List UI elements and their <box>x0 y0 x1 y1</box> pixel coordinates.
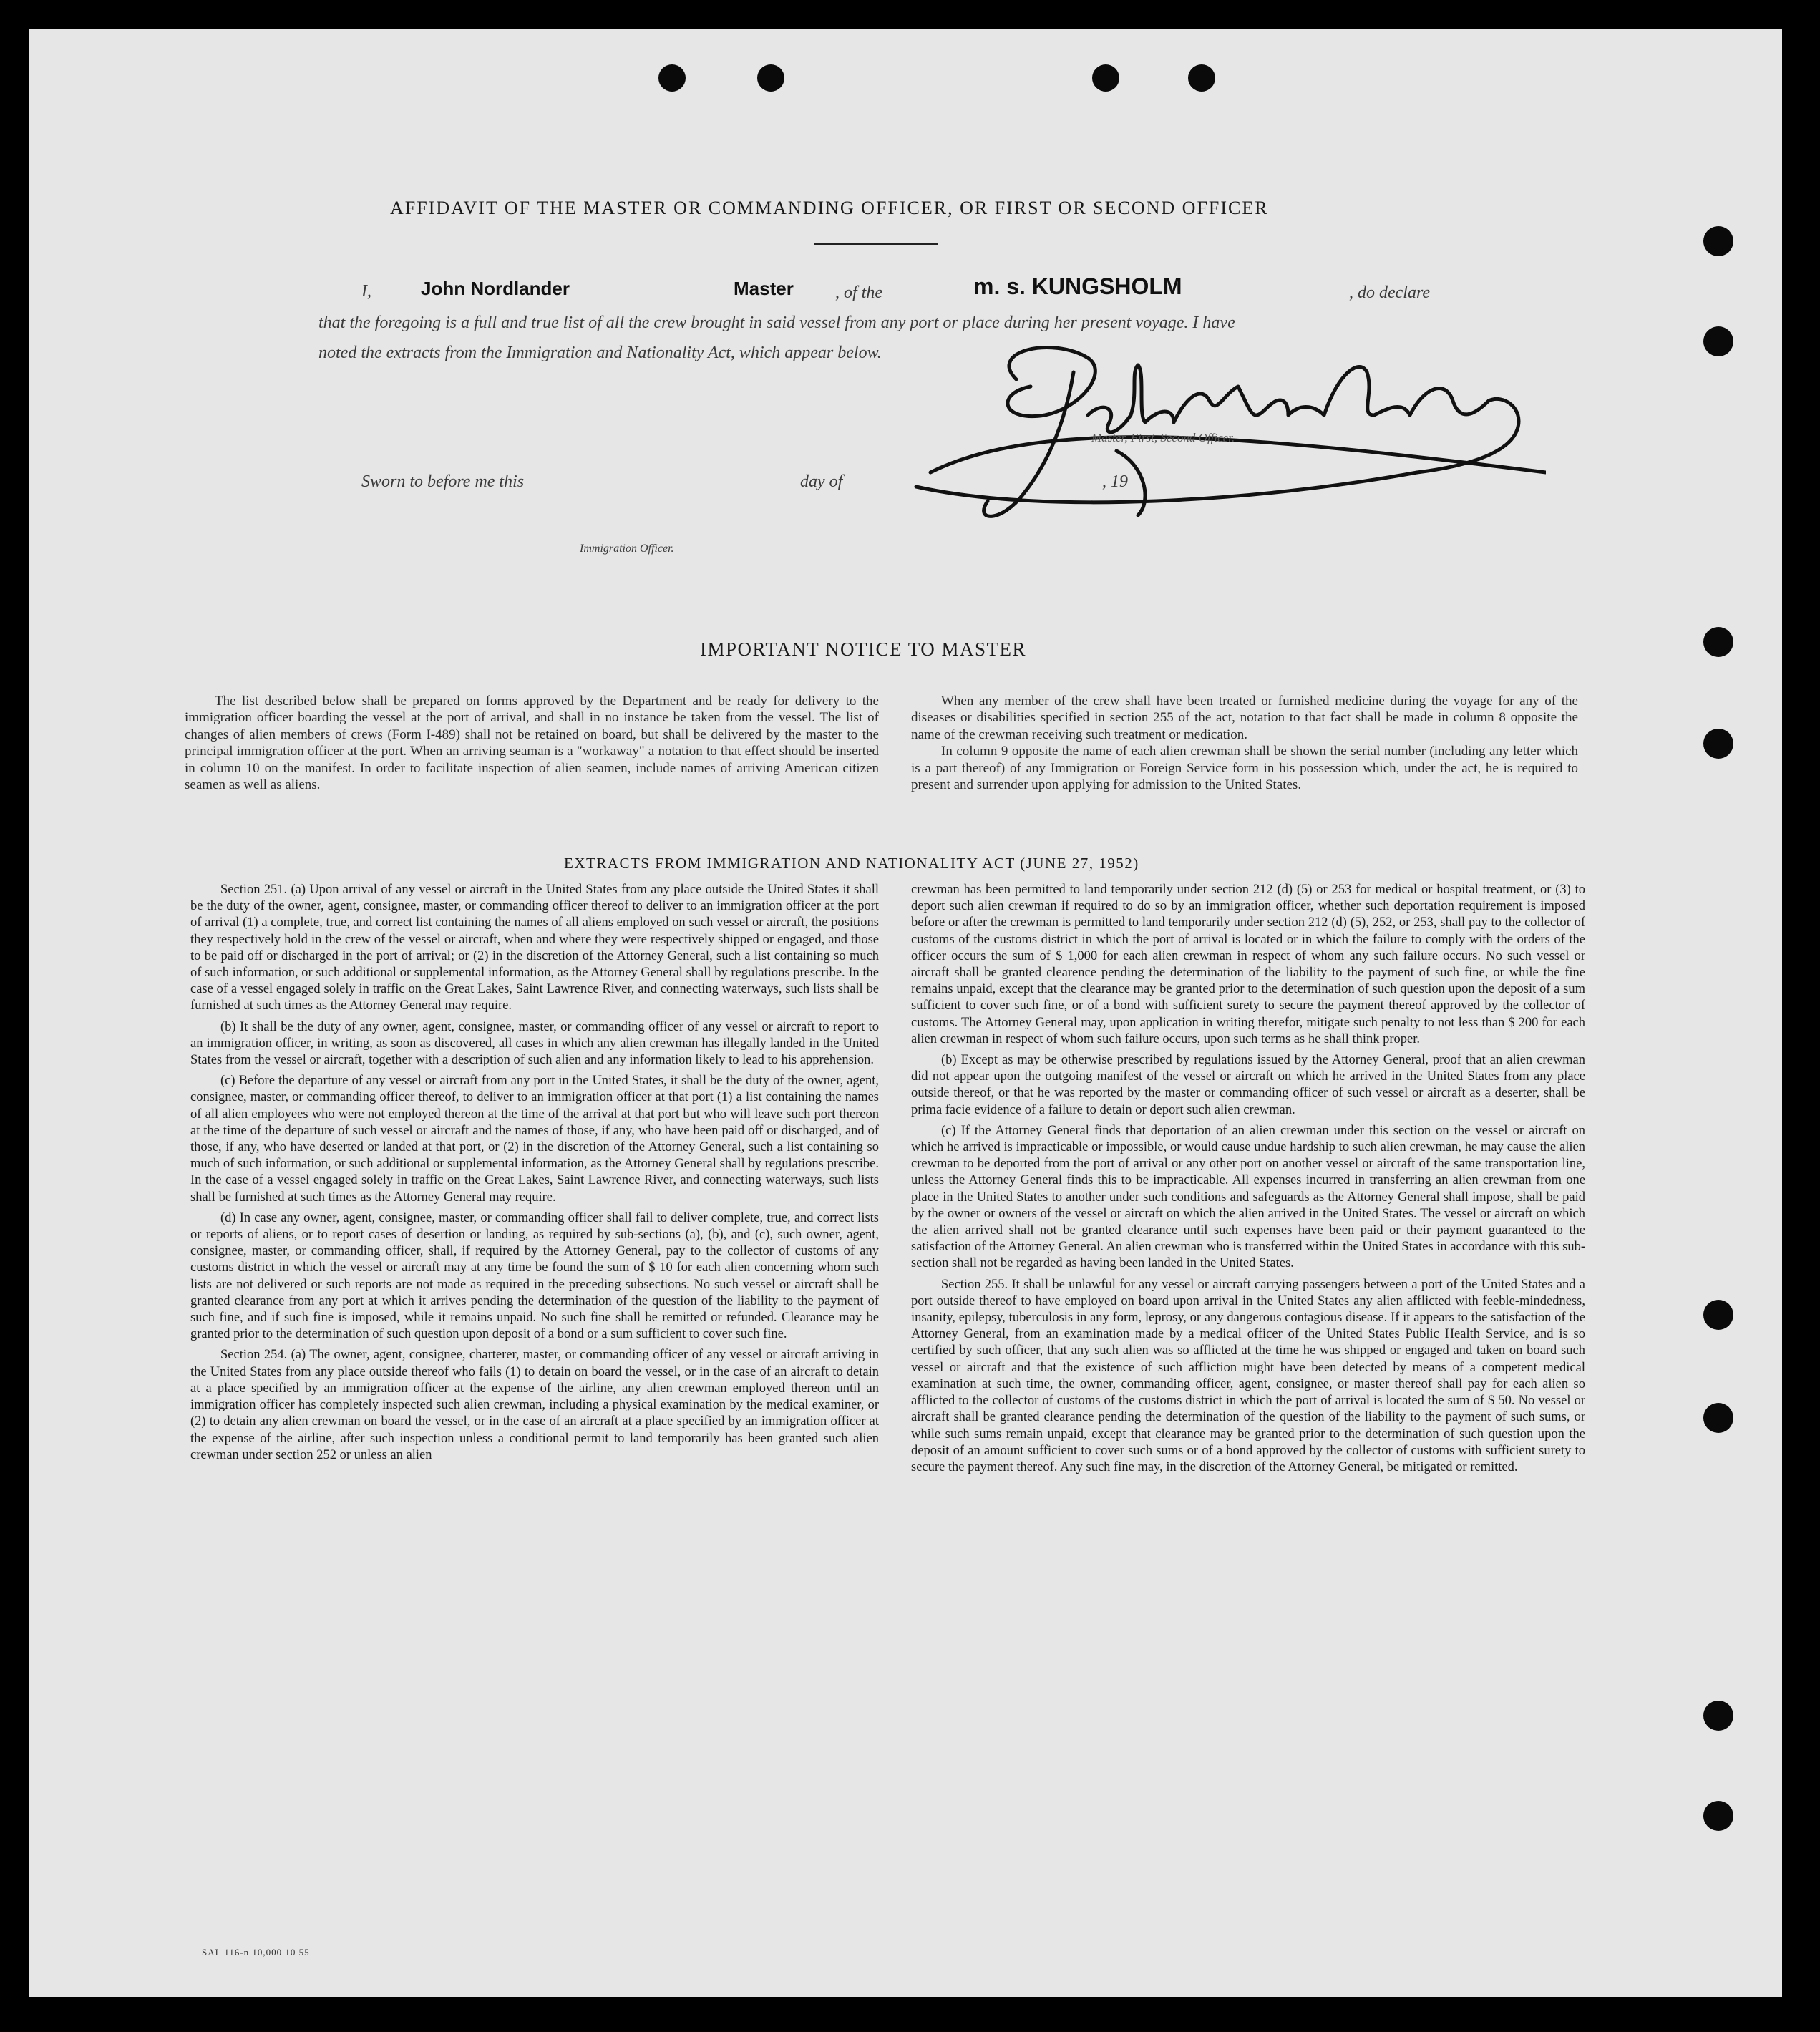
extract-paragraph: Section 255. It shall be unlawful for any vessel or aircraft carrying passengers between a port of the United States and a port outside thereof to have employed on board upon arrival in the United States any alien afflicted with feeble-mindedness, insanity, epilepsy, tuberculosis in any form, leprosy, or any dangerous contagious disease. If it appears to the satisfaction of the Attorney General, from an examination made by a medical officer of the United States Public Health Service, and is so certified by such officer, that any such alien was so afflicted at the time he was shipped or engaged and taken on board such vessel or aircraft and that the existence of such affliction might have been detected by means of a competent medical examination at such time, the owner, commanding officer, agent, consignee, or master thereof shall pay for each alien so afflicted to the collector of customs of the customs district in which the port of arrival is located the sum of $ 50. No vessel or aircraft shall be granted clearance pending the determination of the question of the liability to the payment of such sums, or while such sums remain unpaid, except that clearance may be granted prior to the determination of such question upon the deposit of an amount sufficient to cover such sums or of a bond approved by the collector of customs with sufficient surety to secure the payment thereof. Any such fine may, in the discretion of the Attorney General, be mitigated or remitted. <box>911 1277 1585 1474</box>
form-number: SAL 116-n 10,000 10 55 <box>202 1947 310 1958</box>
affidavit-title: AFFIDAVIT OF THE MASTER OR COMMANDING OFFICER, OR FIRST OR SECOND OFFICER <box>390 198 1269 218</box>
extract-paragraph: (b) It shall be the duty of any owner, agent, consignee, master, or commanding officer of any vessel or aircraft to report to an immigration officer, in writing, as soon as discovered, all cases in which any alien crewman has illegally landed in the United States from the vessel or aircraft, together with a description of such alien and any information likely to lead to his apprehension. <box>190 1019 879 1068</box>
notice-heading: IMPORTANT NOTICE TO MASTER <box>700 638 1026 660</box>
extracts-left-column <box>190 882 879 1468</box>
extract-paragraph: (c) Before the departure of any vessel or aircraft from any port in the United States, it shall be the duty of the owner, agent, consignee, master, or commanding officer thereof, to deliver to an immigration officer at that port (1) a list containing the names of all alien employees who were not employed thereon at the time of the arrival at that port but who will leave such port thereon at the time of the departure of such vessel or aircraft and the names of those, if any, who have been paid off or discharged, and of those, if any, who have deserted or landed at that port, or (2) in the discretion of the Attorney General, such a list containing so much of such information, or such additional or supplemental information, as the Attorney General shall by regulations prescribe. In the case of a vessel engaged solely in traffic on the Great Lakes, Saint Lawrence River, and connecting waterways, such lists shall be furnished at such times as the Attorney General may require. <box>190 1074 879 1205</box>
punch-hole <box>1703 1300 1733 1330</box>
year-label: , 19 <box>1102 472 1128 491</box>
extract-paragraph: (d) In case any owner, agent, consignee, master, or commanding officer shall fail to deliver complete, true, and correct lists or reports of aliens, or to report cases of desertion or landing, as required by sub-sections (a), (b), and (c), such owner, agent, consignee, master, or commanding officer, shall, if required by the Attorney General, pay to the collector of customs of any customs district in which the vessel or aircraft may at any time be found the sum of $ 10 for each alien concerning whom such lists are not delivered or such reports are not made as required in the preceding subsections. No such vessel or aircraft shall be granted clearance from any port at which it arrives pending the determination of the question of the liability to the payment of such fine, and if such fine is imposed, while it remains unpaid. No such fine shall be remitted or refunded. Clearance may be granted prior to the determination of such question upon deposit of a bond or a sum sufficient to cover such fine. <box>190 1210 879 1342</box>
extracts-right-column <box>911 882 1585 1480</box>
punch-hole <box>1703 729 1733 759</box>
immigration-officer-label: Immigration Officer. <box>580 543 674 555</box>
notice-paragraph: In column 9 opposite the name of each alien crewman shall be shown the serial number (including any letter which is a part thereof) of any Immigration or Foreign Service form in his possession which, under the act, he is required to present and surrender upon applying for admission to the United States. <box>911 744 1578 793</box>
do-declare-label: , do declare <box>1349 283 1431 302</box>
vessel-name-field: m. s. KUNGSHOLM <box>973 273 1182 299</box>
extract-paragraph: Section 254. (a) The owner, agent, consignee, charterer, master, or commanding officer of any vessel or aircraft arriving in the United States from any place outside thereof who fails (1) to detain on board the vessel, or in the case of an aircraft to detain at a place specified by an immigration officer at the expense of the airline, any alien crewman employed thereon until an immigration officer has completely inspected such alien crewman, including a physical examination by the medical examiner, or (2) to detain any alien crewman on board the vessel, or in the case of an aircraft at a place specified by an immigration officer at the expense of the airline, after such inspection unless a conditional permit to land temporarily has been granted such alien crewman under section 252 or unless an alien <box>190 1348 879 1462</box>
punch-hole <box>1703 1701 1733 1731</box>
declaration-line-1: that the foregoing is a full and true list of all the crew brought in said vessel from any port or place during her present voyage. I have <box>318 313 1235 332</box>
punch-hole <box>1703 1801 1733 1831</box>
declare-prefix: I, <box>361 282 371 301</box>
of-the-label: , of the <box>835 283 882 302</box>
punch-hole <box>1703 326 1733 356</box>
notice-paragraph: When any member of the crew shall have been treated or furnished medicine during the voyage for any of the diseases or disabilities specified in section 255 of the act, notation to that fact shall be made in column 8 opposite the name of the crewman receiving such treatment or medication. <box>911 694 1578 742</box>
punch-hole <box>1092 64 1119 92</box>
master-name-field: John Nordlander <box>421 278 570 299</box>
extract-paragraph: (b) Except as may be otherwise prescribed by regulations issued by the Attorney General, proof that an alien crewman did not appear upon the outgoing manifest of the vessel or aircraft on which he arrived in the United States from any place outside thereof, or that he was reported by the master or commanding officer of such vessel or aircraft as a deserter, shall be prima facie evidence of a failure to detain or deport such alien crewman. <box>911 1053 1585 1117</box>
rank-field: Master <box>734 278 794 299</box>
sworn-label: Sworn to before me this <box>361 472 525 491</box>
extract-paragraph: Section 251. (a) Upon arrival of any vessel or aircraft in the United States from any place outside the United States it shall be the duty of the owner, agent, consignee, master, or commanding officer thereof to deliver to an immigration officer at the port of arrival (1) a complete, true, and correct list containing the names of all aliens employed on such vessel or aircraft, the positions they respectively hold in the crew of the vessel or aircraft, when and where they were respectively shipped or engaged, and those to be paid off or discharged in the port of arrival; or (2) in the discretion of the Attorney General, such a list containing so much of such information, or such additional or supplemental information, as the Attorney General shall by regulations prescribe. In the case of a vessel engaged solely in traffic on the Great Lakes, Saint Lawrence River, and connecting waterways, such lists shall be furnished at such times as the Attorney General may require. <box>190 883 879 1013</box>
punch-hole <box>757 64 784 92</box>
extract-paragraph: crewman has been permitted to land temporarily under section 212 (d) (5) or 253 for medical or hospital treatment, or (3) to deport such alien crewman if required to do so by an immigration officer, whether such deportation requirement is imposed before or after the crewman is permitted to land temporarily under section 212 (d) (5), 252, or 253, shall pay to the collector of customs of the customs district in which the port of arrival is located or in which the failure to comply with the orders of the officer occurs the sum of $ 1,000 for each alien crewman in respect of whom any such failure occurs. No such vessel or aircraft shall be granted clearence pending the determination of the liability to the payment of such fine, or while the fine remains unpaid, except that the clearance may be granted prior to the determination of such question upon the deposit of a sum sufficient to cover such fine, or of a bond with sufficient surety to secure the payment thereof approved by the collector of customs. The Attorney General may, upon application in writing therefor, mitigate such penalty to not less than $ 200 for each alien crewman in respect of whom such failure occurs, upon such terms as he shall think proper. <box>911 883 1585 1046</box>
title-underline <box>814 243 938 245</box>
day-of-label: day of <box>800 472 843 491</box>
notice-paragraph: The list described below shall be prepared on forms approved by the Department and be ready for delivery to the immigration officer boarding the vessel at the port of arrival, and shall in no instance be taken from the vessel. The list of changes of alien members of crews (Form I-489) shall not be retained on board, but shall be delivered by the master to the principal immigration officer at the port. When an arriving seaman is a "workaway" a notation to that effect should be inserted in column 10 on the manifest. In order to facilitate inspection of alien seamen, include names of arriving American citizen seamen as well as aliens. <box>185 694 879 793</box>
punch-hole <box>1188 64 1215 92</box>
notice-right-column <box>911 693 1578 793</box>
punch-hole <box>1703 627 1733 657</box>
punch-hole <box>658 64 686 92</box>
notice-left-column <box>185 693 879 793</box>
document-page <box>29 29 1782 1997</box>
declaration-line-2: noted the extracts from the Immigration and Nationality Act, which appear below. <box>318 344 882 362</box>
signature-caption: Master, First, Second Officer. <box>1091 431 1235 444</box>
extracts-heading: EXTRACTS FROM IMMIGRATION AND NATIONALITY ACT (JUNE 27, 1952) <box>564 855 1139 872</box>
extract-paragraph: (c) If the Attorney General finds that deportation of an alien crewman under this section on the vessel or aircraft on which he arrived is impracticable or impossible, or would cause undue hardship to such alien crewman, he may cause the alien crewman to be deported from the port of arrival or any other port on another vessel or aircraft of the same transportation line, unless the Attorney General finds this to be impracticable. All expenses incurred in transferring an alien crewman from one place in the United States to another under such conditions and safeguards as the Attorney General shall impose, shall be paid by the owner or owners of the vessel or aircraft on which the alien arrived in the United States. The vessel or aircraft on which the alien arrived shall not be granted clearance until such expenses have been paid or their payment guaranteed to the satisfaction of the Attorney General. An alien crewman who is transferred within the United States in accordance with this sub-section shall not be regarded as having been landed in the United States. <box>911 1123 1585 1271</box>
punch-hole <box>1703 226 1733 256</box>
punch-hole <box>1703 1403 1733 1433</box>
